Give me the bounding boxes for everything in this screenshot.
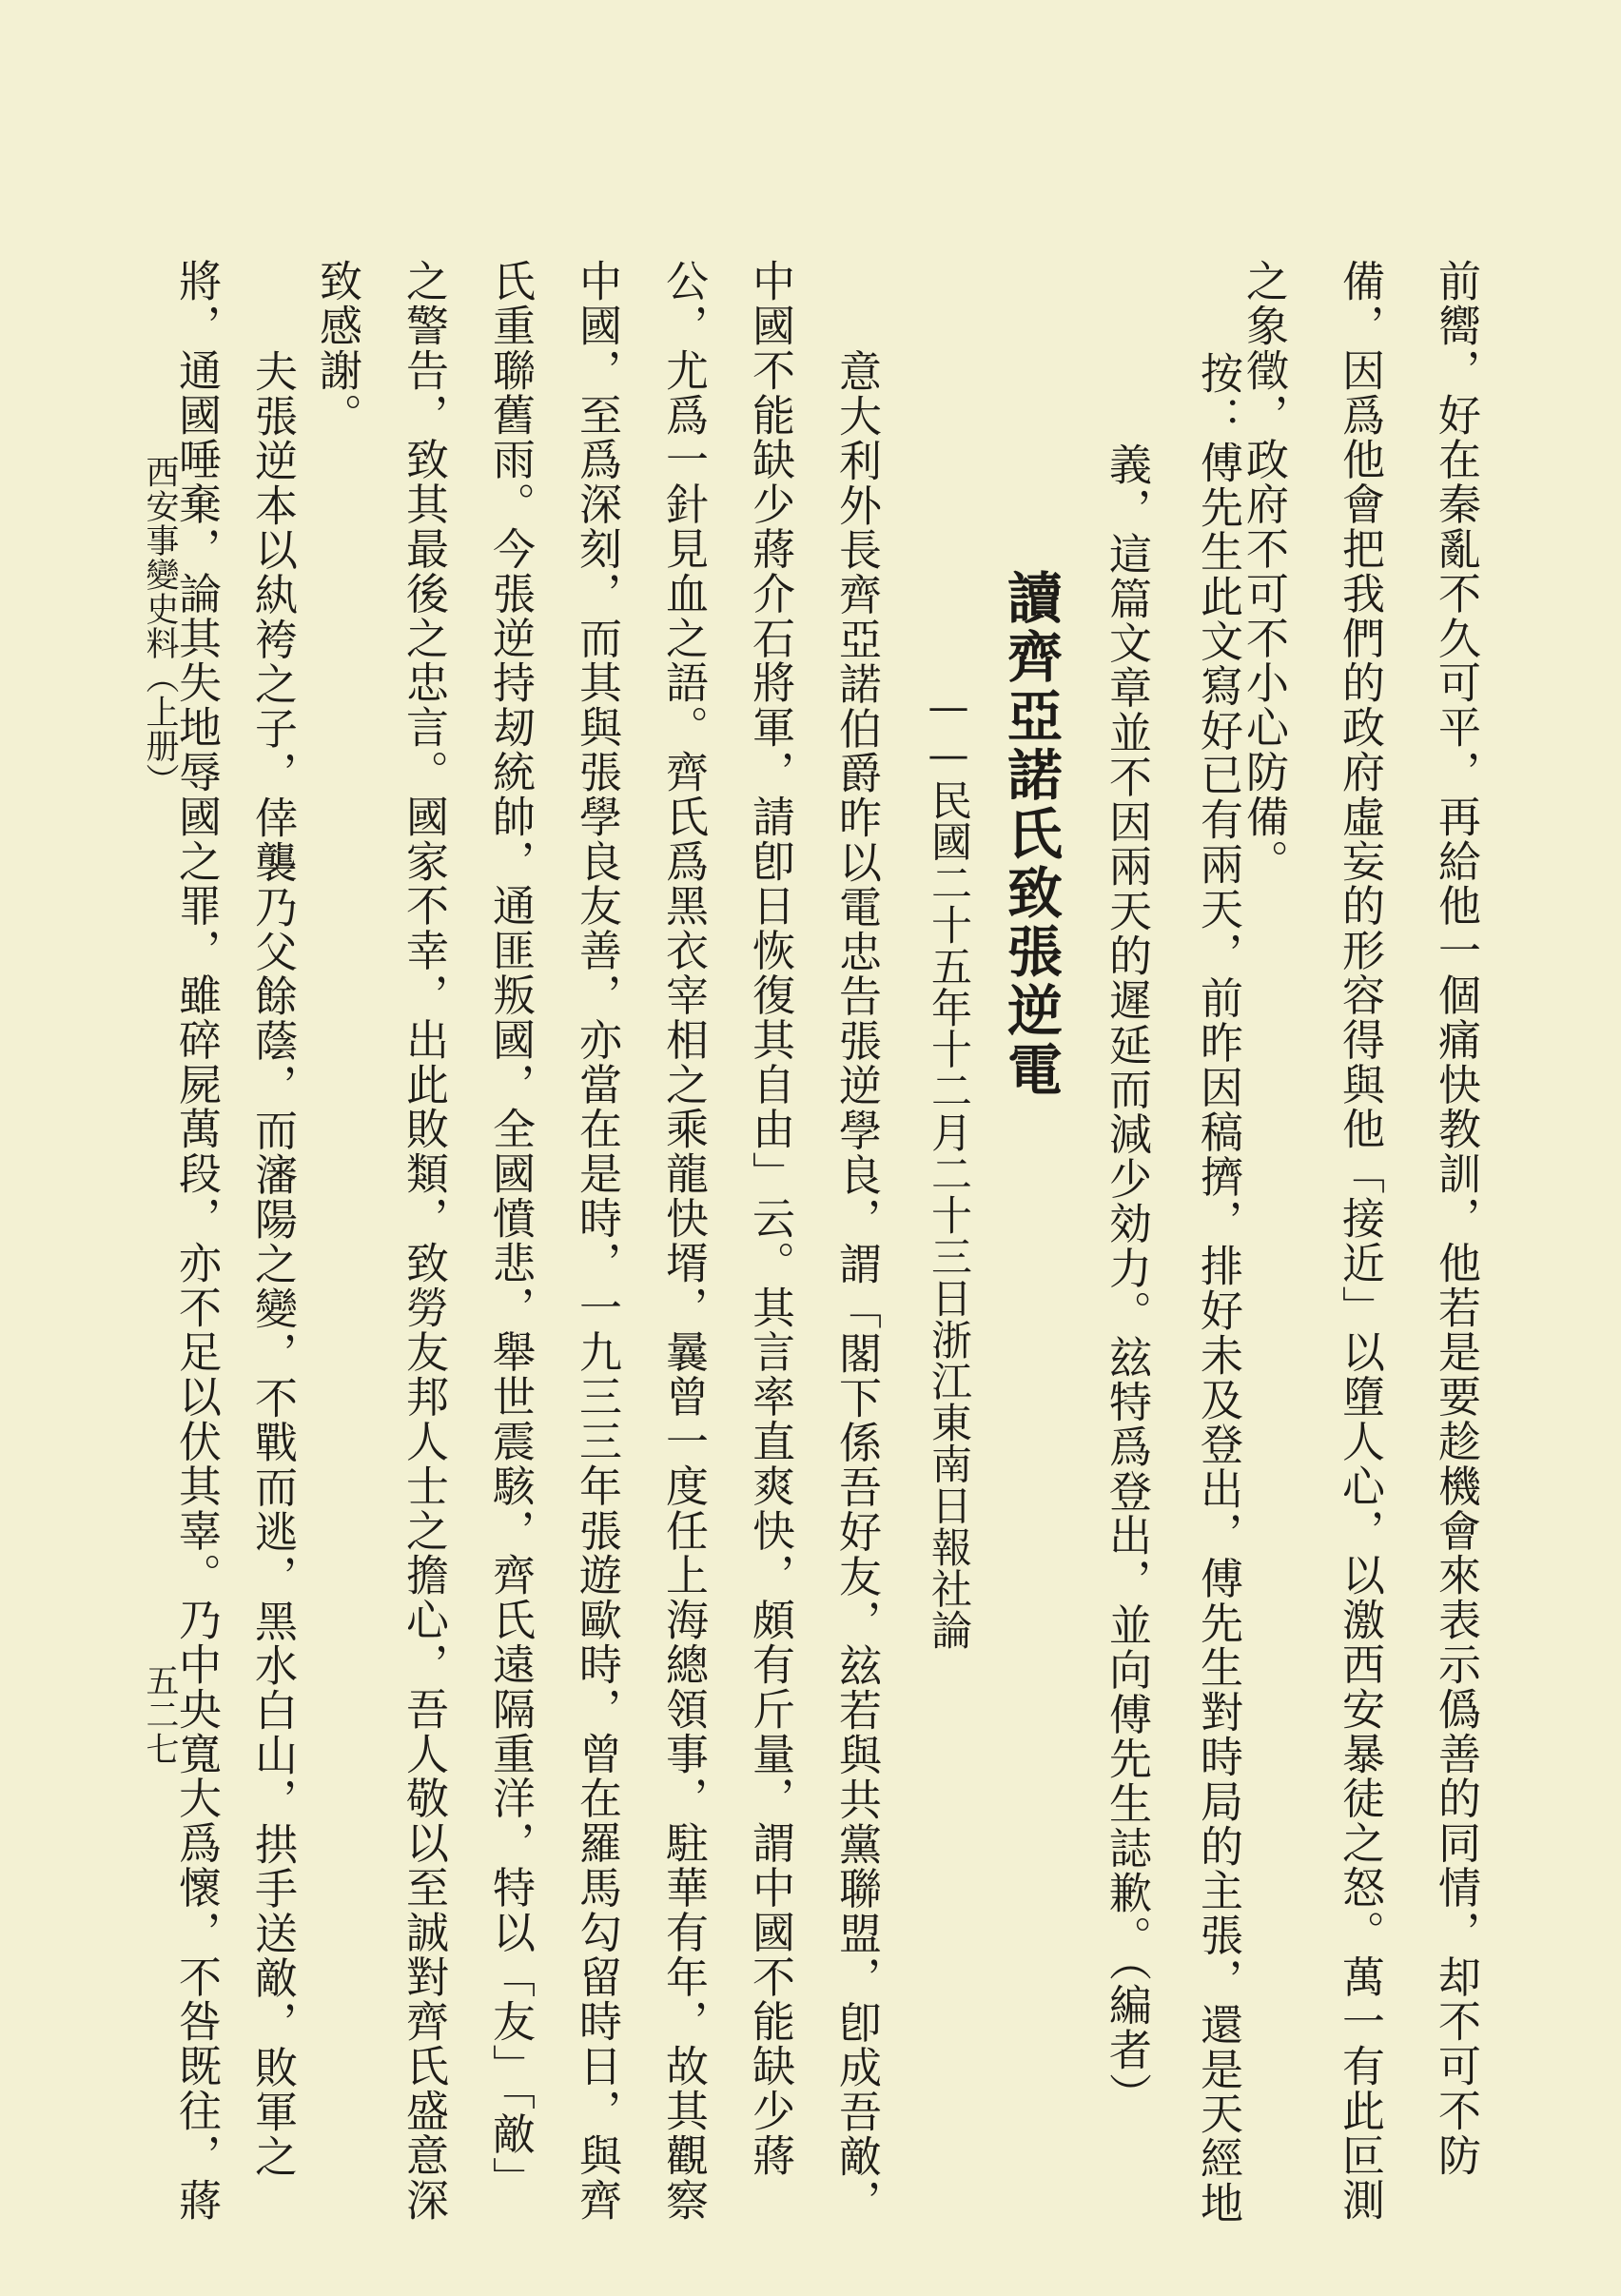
text-column-12: 致感謝。 bbox=[312, 259, 362, 438]
editor-note-line-2: 義，這篇文章並不因兩天的遲延而減少効力。玆特爲登出，並向傅先生誌歉。（編者） bbox=[1102, 442, 1152, 2117]
text-column-10: 氏重聯舊雨。今張逆持刼統帥，通匪叛國，全國憤悲，舉世震駭，齊氏遠隔重洋，特以「友」「敵」 bbox=[485, 259, 536, 2202]
text-column-2: 備，因爲他會把我們的政府虛妄的形容得與他「接近」以墮人心，以激西安暴徒之怒。萬一有此叵測 bbox=[1335, 259, 1385, 2223]
text-column-6: 意大利外長齊亞諾伯爵昨以電忠告張逆學良，謂「閣下係吾好友，玆若與共黨聯盟，卽成吾敵， bbox=[831, 349, 882, 2224]
text-column-14: 將，通國唾棄，論其失地辱國之罪，雖碎屍萬段，亦不足以伏其辜。乃中央寬大爲懷，不咎既往，蔣 bbox=[171, 259, 222, 2223]
text-column-9: 中國，至爲深刻，而其與張學良友善，亦當在是時，一九三三年張遊歐時，曾在羅馬勾留時日，與齊 bbox=[572, 259, 622, 2223]
text-column-7: 中國不能缺少蔣介石將軍，請卽日恢復其自由」云。其言率直爽快，頗有斤量，謂中國不能缺少蔣 bbox=[745, 259, 795, 2178]
book-title-footer: 西安事變史料（上册） bbox=[141, 455, 179, 797]
article-title: 讀齊亞諾氏致張逆電 bbox=[998, 569, 1063, 1100]
text-column-1: 前嚮，好在秦亂不久可平，再給他一個痛快教訓，他若是要趁機會來表示僞善的同情，却不可不防 bbox=[1431, 259, 1481, 2178]
editor-note-line-1: 按：傅先生此文寫好已有兩天，前昨因稿擠，排好未及登出，傅先生對時局的主張，還是天經地 bbox=[1193, 351, 1243, 2226]
text-column-3: 之象徵，政府不可不小心防備。 bbox=[1239, 259, 1289, 884]
text-column-11: 之警告，致其最後之忠言。國家不幸，出此敗類，致勞友邦人士之擔心，吾人敬以至誠對齊氏盛意深 bbox=[399, 259, 449, 2223]
article-byline: ——民國二十五年十二月二十三日浙江東南日報社論 bbox=[925, 683, 972, 1651]
text-column-13: 夫張逆本以紈袴之子，倖襲乃父餘蔭，而瀋陽之變，不戰而逃，黑水白山，拱手送敵，敗軍之 bbox=[247, 349, 298, 2179]
page-number: 五二七 bbox=[141, 1663, 179, 1766]
text-column-8: 公，尤爲一針見血之語。齊氏爲黑衣宰相之乘龍快壻，曩曾一度任上海總領事，駐華有年，故其觀察 bbox=[658, 259, 709, 2223]
